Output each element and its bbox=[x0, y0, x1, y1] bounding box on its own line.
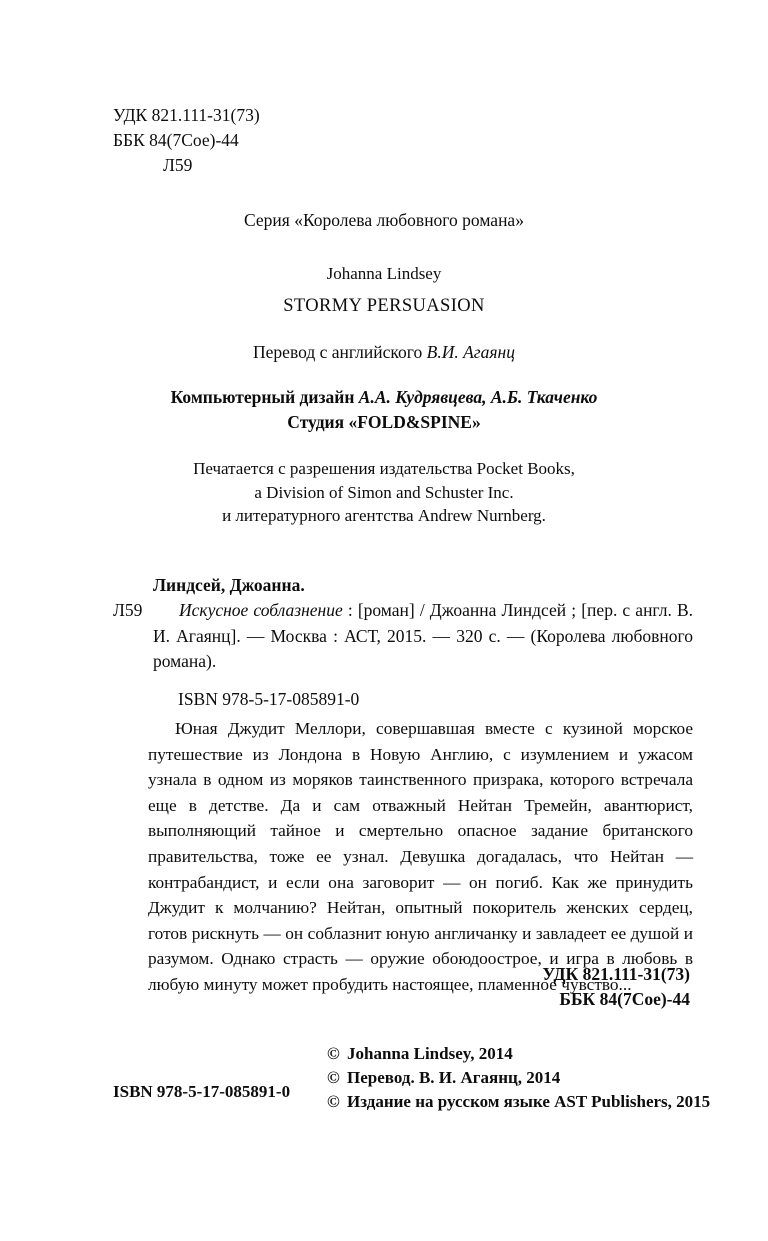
copyright-icon-1: © bbox=[327, 1044, 340, 1063]
permission-notice bbox=[0, 457, 768, 528]
shelf-mark-top: Л59 bbox=[163, 155, 193, 175]
udk-code-top: УДК 821.111-31(73) bbox=[113, 105, 260, 125]
copyright-line-3 bbox=[327, 1090, 710, 1114]
copyright-block bbox=[327, 1042, 710, 1114]
copyright-text-2: Перевод. В. И. Агаянц, 2014 bbox=[347, 1068, 561, 1087]
translation-label: Перевод с английского bbox=[253, 342, 427, 362]
copyright-line-1 bbox=[327, 1042, 710, 1066]
series-name: Серия «Королева любовного романа» bbox=[244, 210, 524, 230]
cip-author: Линдсей, Джоанна. bbox=[153, 575, 305, 595]
udk-code-bottom: УДК 821.111-31(73) bbox=[542, 964, 690, 984]
copyright-text-1: Johanna Lindsey, 2014 bbox=[347, 1044, 513, 1063]
permission-line-3: и литературного агентства Andrew Nurnberg. bbox=[222, 506, 546, 525]
isbn-cip: ISBN 978-5-17-085891-0 bbox=[178, 689, 360, 709]
design-credit bbox=[0, 385, 768, 410]
author-name-latin: Johanna Lindsey bbox=[326, 264, 442, 283]
copyright-text-3: Издание на русском языке AST Publishers, 2015 bbox=[347, 1092, 711, 1111]
copyright-line-2 bbox=[327, 1066, 710, 1090]
copyright-icon-2: © bbox=[327, 1068, 340, 1087]
credits-block bbox=[0, 208, 768, 528]
isbn-colophon: ISBN 978-5-17-085891-0 bbox=[113, 1082, 291, 1101]
cip-shelf-mark: Л59 bbox=[113, 600, 143, 620]
translator-name: В.И. Агаянц bbox=[426, 342, 515, 362]
classification-codes-top bbox=[113, 103, 260, 178]
design-label: Компьютерный дизайн bbox=[170, 387, 359, 407]
cip-imprint: : [роман] / Джоанна Линдсей ; [пер. с англ. В. И. Агаянц]. — Москва : АСТ, 2015. — 320 с. — (Королева любовного романа). bbox=[153, 600, 693, 671]
cip-block bbox=[113, 573, 693, 675]
permission-line-2: a Division of Simon and Schuster Inc. bbox=[254, 482, 514, 502]
cip-description bbox=[113, 598, 693, 675]
designer-names: А.А. Кудрявцева, А.Б. Ткаченко bbox=[358, 387, 598, 407]
design-studio: Студия «FOLD&SPINE» bbox=[287, 412, 481, 432]
cip-title: Искусное соблазнение bbox=[179, 600, 343, 620]
book-annotation: Юная Джудит Меллори, совершавшая вместе с кузиной морское путешествие из Лондона в Новую Англию, с изумлением и ужасом узнала в одном из моряков таинственного призрака, которого встречала еще в детстве. Да и сам отважный Нейтан Тремейн, авантюрист, выполняющий тайное и смертельно опасное задание британского правительства, тоже ее узнал. Девушка догадалась, что Нейтан — контрабандист, и если она заговорит — он погиб. Как же принудить Джудит к молчанию? Нейтан, опытный покоритель женских сердец, готов рискнуть — он соблазнит юную англичанку и завладеет ее душой и разумом. Однако страсть — оружие обоюдоострое, и игра в любовь в любую минуту может пробудить настоящее, пламенное чувство... bbox=[148, 719, 693, 994]
classification-codes-bottom bbox=[542, 962, 690, 1012]
bbk-code-top: ББК 84(7Сое)-44 bbox=[113, 130, 239, 150]
copyright-icon-3: © bbox=[327, 1092, 340, 1111]
permission-line-1: Печатается с разрешения издательства Pocket Books, bbox=[193, 459, 575, 478]
bbk-code-bottom: ББК 84(7Сое)-44 bbox=[559, 989, 690, 1009]
translation-credit bbox=[0, 340, 768, 365]
original-title: STORMY PERSUASION bbox=[283, 296, 485, 316]
